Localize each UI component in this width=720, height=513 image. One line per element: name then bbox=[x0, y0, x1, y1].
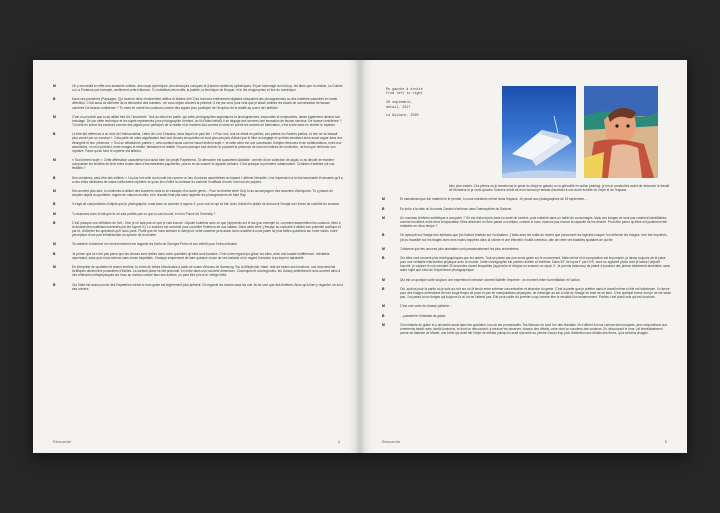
dialogue-text: Ta manière d'observer ton environnement me rappelle les écrits de Georges Perec et son intérêt pour l'infra-ordinaire. bbox=[72, 242, 238, 247]
dialogue-block bbox=[53, 84, 343, 92]
speaker-initial: M bbox=[53, 158, 56, 163]
dialogue-text: Tu assumes donc le fait que tu ne sais parfois pas ce que tu vas trouver, en bon Prince de Serendip ? bbox=[72, 211, 216, 216]
speaker-initial: M bbox=[382, 246, 385, 251]
dialogue-text: En interprète de quotidien et réseur émérite, tu crées de belles nébuleuses à partir de scans d'écrans de Samsung. Sur la téléphonie, étant, vide de toutes ses fonctions, nos mouvements fortifiques deviennent poussières d'étoiles. La surface plane se fait profonde, en entre dans une nouvelle dimension. Cosmiques et cosmogonies, tes Galaxy céleblement nous ouvrent ainsi à des réflexions métaphysiques sur l'eau au niveau comme faux ses actions, on peut être pris d'un vertige infini. bbox=[72, 265, 341, 278]
dialogue-text: Qui est un quelque sorte toujours une expérience intensive comme Battelle l'exprime : un moment entre la méditation et l'action. bbox=[400, 277, 581, 282]
caption-line: De gauche à droite bbox=[386, 88, 423, 92]
dialogue-text: On y reconnaît en effet une anatomie cubiste, des corps sphériques, des découpes coniques et d'autres variations cylindriques. Et par hommage au hold-up, les titres que tu choisis, La Guitare ou La Porteuse par exemple, confirment cette influence. Tu substitues les motifs, la palette, la technique de Braque, et tu les réappropries à l'ère du numérique. bbox=[72, 84, 343, 93]
dialogue-text: En écho à la date où la sonde Cassini s'enfonce dans l'atmosphère de Saturne. bbox=[400, 206, 513, 211]
speaker-initial: M bbox=[382, 277, 385, 282]
dialogue-block bbox=[53, 189, 343, 197]
dialogue-block bbox=[382, 216, 672, 228]
speaker-initial: M bbox=[53, 242, 56, 247]
dialogue-block bbox=[53, 242, 343, 246]
dialogue-text: C'est un procédé que tu as utilisé très tôt, l'ensemble. Tout au début en partie, qui mêle photographies argentiques et photogrammes, empruntés et empruntées, laisse également deviner son bricolage. De par cette technique et les sujets représentés (une photographie d'enfant, un lit d'hôtel défait), il se dégage des oeuvres une sensation de fausse candeur. De fausse confidence ? Tu mets en scène les couleurs comme des signes pour participer de la réalité et tu montres tout comme tu mets en scène tes secrets de fabrication, c'est à dire sans en révéler le mystère. bbox=[72, 114, 342, 128]
speaker-initial: B bbox=[53, 132, 56, 137]
dialogue-block bbox=[53, 202, 343, 206]
dialogue-block bbox=[53, 132, 343, 152]
dialogue-text: Oui l'idée est aussi proche des Papeteries même si mon geste est légèrement plus présent. On regarde les écrans sans les voir, ils ne sont que des fenêtres. Alors qu'à bien y regarder, ce sont des univers. bbox=[72, 282, 343, 291]
dialogue-block bbox=[53, 115, 343, 127]
speaker-initial: B bbox=[382, 287, 385, 291]
dialogue-text: J'observe que tes oeuvres plus abstraites sont paradoxalement les plus orchestrées. bbox=[400, 246, 520, 251]
dialogue-block bbox=[53, 176, 343, 184]
dialogue-block bbox=[53, 283, 343, 291]
caption-line: from left to right bbox=[386, 92, 423, 97]
speaker-initial: B bbox=[382, 206, 385, 211]
left-page bbox=[33, 60, 360, 453]
dialogue-block bbox=[53, 158, 343, 170]
speaker-initial: B bbox=[53, 282, 56, 287]
photo-painting-figure bbox=[584, 86, 658, 178]
dialogue-block bbox=[382, 278, 672, 282]
dialogue-block bbox=[382, 304, 672, 308]
speaker-initial: M bbox=[53, 265, 56, 270]
dialogue-block bbox=[382, 314, 672, 318]
speaker-initial: B bbox=[53, 97, 56, 102]
dialogue-text: C'est presque une définition de l'art... Non je ne sais pas ce que je vais trouver. J'ajoute toutefois avec ce que j'apprends sur le tas (par exemple ici, comment assemblées les couleurs, liées à la densité des matériaux traversés par les rayons X). Le scanner est construit pour surveiller l'intérieur de nos valises. Dans cette série, j'essaye au contraire d'utiliser son potentiel poétique et, par là, d'orienter les questions qu'il nous pose. Plutôt que de nous stresser à l'aéroport, cette machine peut aussi nous conduire à nous poser de plus belles questions sur notre vision, notre perception d'une part infinitésimale du spectre de la lumière. bbox=[72, 220, 342, 238]
dialogue-block bbox=[53, 212, 343, 216]
speaker-initial: M bbox=[382, 304, 385, 309]
speaker-initial: M bbox=[382, 323, 385, 328]
speaker-initial: M bbox=[382, 215, 385, 220]
speaker-initial: M bbox=[53, 114, 56, 119]
dialogue-block bbox=[382, 323, 672, 335]
dialogue-text: Des années plus tard, tu continues à utiliser des scanners mais tu en essayes d'un autre genre... Pour la récente série Ocly tu as accompagner des scanners d'aéroports. Tu y places de simples objets du quotidien, digues de natures mortes, et le résultat tirait pas sans rappeler les photogrammes de Man Ray. bbox=[72, 188, 333, 197]
dialogue-block bbox=[382, 256, 672, 272]
dialogue-block bbox=[382, 207, 672, 211]
book-spread bbox=[33, 60, 687, 453]
caption-line: detail, 2017 bbox=[386, 105, 411, 110]
dialogue-text: Des centaines, peut-être des milliers. « La plus fort celle du monde est comme un lieu d'ordures assemblées au hasard » affirme Héraclite. Une impression à la fois fascinante et amusée qu'il a a des vides aléatoires de mains hallucinées répétées et qu'au lieu d'offrir la richesse du matériel il suffisait d'ouvrir l'oeil sur les papiers. bbox=[72, 175, 343, 184]
dialogue-text: Dans ces premières [Paysages, I] je avait ce désir d'entremêler artifice et lisibles réel. Des horizons entièrement digitales côtoyaient des photogrammes ou des matières scannées en haute définition. C'est aussi ce dilemme de la démarche des cubistes : de vous objets côtoient la peinture. Il est par ceux pour cela que je laisse visibles les traces de conversation de fausse cambrée De fausse confidence ? Tu mets en scène les couleurs comme des signes pour participer de l'irruption de la réalité au coeur de l'artificiel. bbox=[72, 97, 338, 110]
speaker-initial: B bbox=[53, 202, 56, 207]
dialogue-text: Oui elles sont souvent plus chorégraphiques que les autres. Tout se passe par une seule geste sur le mouvement. Mais même si la composition est importante, je laisse toujours de la place pour une véritable intervention physique avec le monde. Cette chorégraphie est parfois révélée à l'extrême. Dans 30" de topos F par DVS, avec un appareil photo dont je laisse l'objectif bouché, je capture le noir pendant 30 secondes durant lesquelles j'approche et éloigne un scanner un rayon X. Je prends beaucoup de plaisir à produire des pièces totalement abstraites, sans autre sujet que celui de l'expérience photographique. bbox=[400, 256, 670, 273]
speaker-initial: B bbox=[53, 220, 56, 225]
right-page bbox=[360, 60, 687, 453]
speaker-initial: B bbox=[53, 251, 56, 256]
dialogue-block bbox=[382, 184, 672, 192]
dialogue-text: On aperçoit sur l'image des artefacts que j'ai d'abord réalisés sur l'ordinateur : j'étais avec les outils de repère que parcourent les logiciels lorsque l'on déforme les images. Une fois imprimés, j'ai pu travailler sur les tirages avec mes mains frappées dans la chimie et une étincelle d'outils lumineux, afin de créer ces batailles spatiales de poche. bbox=[400, 233, 668, 242]
dialogue-text: ... parsemée d'instants de grâce. bbox=[400, 313, 447, 318]
speaker-initial: B bbox=[53, 175, 56, 180]
caption-line: La Guitare, 2020 bbox=[386, 114, 419, 119]
speaker-initial: M bbox=[53, 188, 56, 193]
left-footer-title: Rencontre bbox=[53, 440, 72, 444]
dialogue-text: Oui, surtout pour la partie où je suis au noir sur un lit tendu entre extrême concentration et abandon du geste. C'est la partie que je préfère dans le travail même si elle est laborieuse. Il n'arrive pour des images entrevaient de très longs temps de pose et pas de manipulations physiques, de mélanger au sol à côté de l'image en train de se faire. C'est quelque chose dont je ne me lasse pas. J'ai passé à nos tirages qui toujours là où on ne l'attend pas. Elle peut naître du premier coup comme être le résultat d'un acharnement. Parfois c'est aussi cela qui est touchant. bbox=[400, 287, 672, 300]
right-page-number: 5 bbox=[664, 440, 667, 444]
dialogue-block bbox=[382, 233, 672, 241]
speaker-initial: B bbox=[382, 233, 385, 238]
caption-line: 20 septembre, bbox=[386, 101, 413, 106]
dialogue-block bbox=[53, 265, 343, 277]
dialogue-text: « Tout devient sujet ». Cette affirmation caractérise tout aussi bien ton projet Papeterera. Ta démarche est quasiment dadaïste : arrivée d'une collection de aquat, tu as décidé de manière compulsive les feuillets de tenir entre toutes dans d'innombrables papeteries, puis tu en as scanné et agrandi certains. C'est presque la première collaboration. Combien d'artistes ont vus feuillets ? bbox=[72, 158, 335, 171]
left-page-number: 4 bbox=[337, 440, 340, 444]
dialogue-block bbox=[53, 97, 343, 109]
right-footer-title: Rencontre bbox=[382, 440, 401, 444]
dialogue-text: Le titre fait référence à un écrit de Hofmannsthal, Lettre de Lord Chandos, dans lequel on peut lire : « Pour moi, tout se défait en parties, ces parties en d'autres parties, et rien ne se laissait plus cerner par un concept ». Cela parle de notre atypification face aux choses lorsqu'elles ne sont plus perçues d'abord par le filtre du langage et qu'elles semblent alors aussi vague dans leur étrangeté et leur présence. « Tout se défaisait en parties », cela contient aussi comme visuel devient sujet », et cette série est une succession d'objets retrouvés et de collaborations, entre eux assemblés, un mon préselct, entre images et réalité, fantasmes et réalité. On peut presque tout deviner et pourtant la présence de tous les indices de confection, ne font que renforcer son mystère. Parce qu'au fond le mystère est ailleurs. bbox=[72, 132, 343, 153]
dialogue-text: Et maintenant que ton matériel te le permet, tu nous entraînes même dans l'espace. Je pense aux photographies de 15 septembre... bbox=[400, 197, 587, 202]
speaker-initial: M bbox=[53, 211, 56, 216]
dialogue-text: C'est une sorte de chasse patiente... bbox=[400, 304, 452, 309]
dialogue-text: Ces instants de grâce tu y accordes aussi dans tes quotidien, lors de tes promenades. Tes Balcons en sont l'un des résultats. Ils s'offrent à nous comme des bouquets, des compositions aux ornements tantôt noirs, tantôt lumineux, et dont on découvrant, à mesure les observer, chacun des détails, voire dont on souviens des couleurs. En découvrant le rime, j'ai immédiatement pensé au dialecte de Manet, une boîte qui avait fait l'objet de débats puisqu'on avait reproché au peintre d'avoir trop plus d'attention aux détails des fleurs, qu'à certains visages. bbox=[400, 323, 668, 336]
image-caption bbox=[386, 88, 434, 119]
dialogue-text: Un nouveau territoire esthétique à conquérir ? On est d'abord pris dans un sorte de lumière, puis entraîné dans un ballet de coussinages. Mais ces images ne sont pas vraiment identifiables, comme troublées entre deux temporalités. Elles décrivent un futur passé ou lointain, comme si nous n'avions pas encore la capacité de les décrire. Peut-être parce qu'elles ont justement été réalisées en deux temps ? bbox=[400, 215, 668, 229]
speaker-initial: B bbox=[382, 256, 385, 261]
dialogue-text: bien plus vastes. Ces pièces où je transforme le geste du doigt en galaxie ou la gribouille en action painting, je les ai construites avant de découvrir le travail de Monsieur et je crois qu'avec l'univers réduit de mon bureau je tentais d'accéder à une autre échelle du corps et de l'espace. bbox=[449, 184, 670, 193]
dialogue-block bbox=[382, 287, 672, 299]
speaker-initial: M bbox=[382, 197, 385, 202]
dialogue-text: Il s'agit de compositions d'objets que je photographie, mais avec un scanner à rayons X, pour voir ce qui se fait. Avec d'abord le plaisir de découvrir l'image sur l'écran de contrôle du scanner. bbox=[72, 202, 340, 207]
speaker-initial: B bbox=[382, 313, 385, 318]
dialogue-block bbox=[53, 221, 343, 237]
dialogue-text: Je pense que ce n'est pas parce que les choses sont réelles dans notre quotidien qu'elles sont banales. C'est notre regard qui glisse sur elles, avec une banale indifférence. Inévitable cependant, sans quoi nous serions sans cesse stupéfaits. J'essaye simplement de faire quelque chose de ces instants où le regard s'arrache à sa torpeur habituelle. bbox=[72, 251, 330, 260]
speaker-initial: M bbox=[53, 84, 56, 88]
photo-blue-sky bbox=[502, 86, 576, 178]
dialogue-block bbox=[53, 252, 343, 260]
dialogue-block bbox=[382, 247, 672, 251]
dialogue-block bbox=[382, 197, 672, 201]
